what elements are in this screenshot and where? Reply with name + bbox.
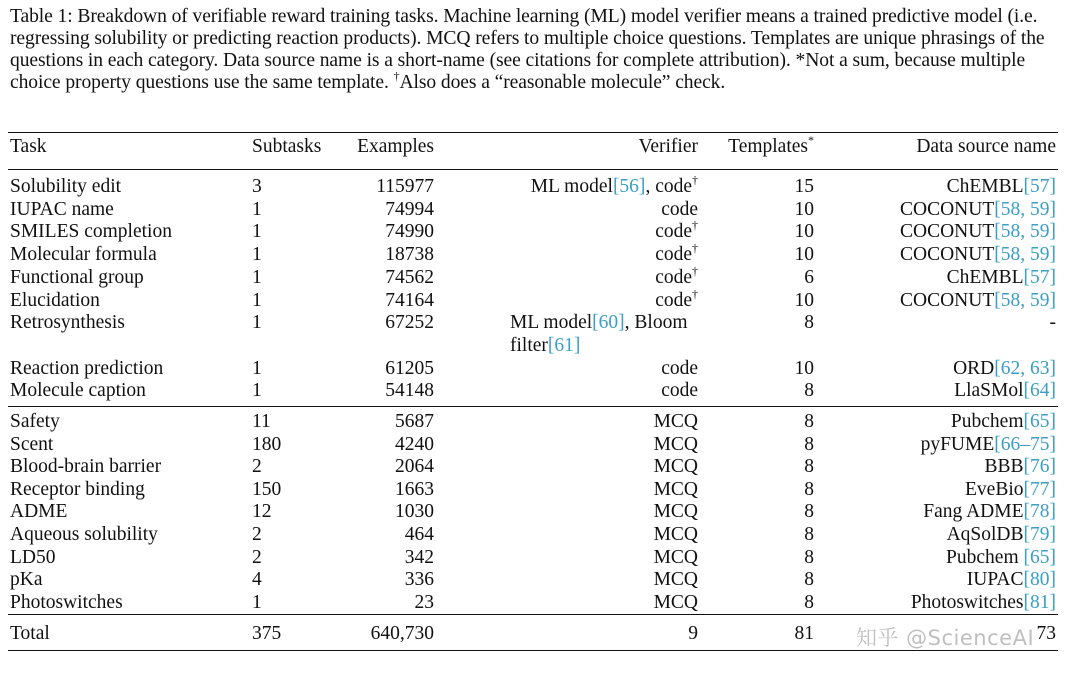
header-verifier: Verifier — [638, 136, 698, 157]
templates-cell: 6 — [804, 266, 814, 288]
citation-link[interactable]: [62, 63] — [994, 357, 1056, 379]
source-cell: ChEMBL[57] — [946, 266, 1056, 288]
templates-cell: 10 — [794, 289, 814, 311]
task-cell: Blood-brain barrier — [10, 456, 162, 478]
source-cell: LlaSMol[64] — [954, 380, 1056, 402]
examples-cell: 74562 — [385, 266, 434, 288]
total-subtasks: 375 — [252, 623, 282, 645]
source-cell: EveBio[77] — [965, 478, 1056, 500]
examples-cell: 61205 — [385, 357, 434, 379]
table-row — [8, 267, 1058, 290]
templates-cell: 8 — [804, 524, 814, 545]
total-label: Total — [10, 623, 50, 645]
source-cell: ChEMBL[57] — [946, 176, 1056, 197]
source-cell: BBB[76] — [984, 456, 1056, 478]
table-row — [8, 434, 1058, 457]
templates-cell: 8 — [804, 411, 814, 433]
citation-link[interactable]: [78] — [1023, 501, 1056, 523]
templates-cell: 8 — [804, 380, 814, 402]
task-cell: Solubility edit — [10, 176, 122, 197]
table-row — [8, 479, 1058, 502]
subtasks-cell: 150 — [252, 478, 282, 500]
citation-link[interactable]: [65] — [1023, 411, 1056, 433]
task-cell: Functional group — [10, 266, 144, 288]
table-row — [8, 290, 1058, 313]
citation-link[interactable]: [58, 59] — [994, 289, 1056, 311]
task-cell: IUPAC name — [10, 198, 114, 220]
citation-link[interactable]: [76] — [1023, 456, 1056, 478]
verifier-wrapped-text: ML model[60], Bloom filter[61] — [510, 312, 688, 356]
dagger-mark: † — [692, 173, 698, 187]
verifier-cell: MCQ — [653, 433, 698, 455]
examples-cell: 23 — [414, 591, 434, 613]
total-examples: 640,730 — [370, 623, 434, 645]
verifier-cell: code — [661, 380, 698, 402]
examples-cell: 74990 — [385, 221, 434, 243]
task-cell: Reaction prediction — [10, 357, 164, 379]
templates-cell: 8 — [804, 456, 814, 478]
subtasks-cell: 1 — [252, 380, 262, 402]
task-cell: Aqueous solubility — [10, 524, 158, 545]
dagger-mark: † — [692, 286, 698, 301]
examples-cell: 5687 — [395, 411, 434, 433]
templates-cell: 10 — [794, 221, 814, 243]
task-cell: pKa — [10, 569, 43, 591]
verifier-cell: MCQ — [653, 411, 698, 433]
task-cell: LD50 — [10, 546, 56, 568]
examples-cell: 74164 — [385, 289, 434, 311]
task-cell: Elucidation — [10, 289, 100, 311]
task-cell: ADME — [10, 501, 68, 523]
dagger-mark: † — [393, 69, 400, 83]
header-subtasks: Subtasks — [252, 136, 322, 157]
citation-link[interactable]: [57] — [1023, 266, 1056, 288]
examples-cell: 464 — [404, 524, 434, 545]
task-cell: Molecular formula — [10, 244, 157, 266]
task-cell: Photoswitches — [10, 591, 123, 613]
task-cell: Molecule caption — [10, 380, 146, 402]
table-row — [8, 358, 1058, 381]
citation-link[interactable]: [58, 59] — [994, 198, 1056, 220]
verifier-cell: code — [661, 357, 698, 379]
subtasks-cell: 1 — [252, 221, 262, 243]
source-cell: IUPAC[80] — [966, 569, 1056, 591]
citation-link[interactable]: [65] — [1023, 546, 1056, 568]
citation-link[interactable]: [77] — [1023, 478, 1056, 500]
verifier-cell: code† — [655, 218, 698, 243]
verifier-cell: code† — [655, 263, 698, 288]
subtasks-cell: 2 — [252, 546, 262, 568]
source-cell: ORD[62, 63] — [953, 357, 1056, 379]
verifier-cell: MCQ — [653, 524, 698, 545]
templates-cell: 10 — [794, 244, 814, 266]
verifier-cell: code — [661, 198, 698, 220]
caption-main: Table 1: Breakdown of verifiable reward training tasks. Machine learning (ML) model verifier means a trained predictive model (i.e. regressing solubility or predicting reaction products). MCQ refers to multiple choice questions. Templates are unique phrasings of the questions in each category. Data source name is a short-name (see citations for complete attribution). — [10, 6, 1045, 71]
table-row — [8, 244, 1058, 267]
watermark: 知乎 @ScienceAI — [856, 626, 1035, 650]
citation-link[interactable]: [61] — [547, 334, 581, 356]
source-cell: pyFUME[66–75] — [920, 433, 1056, 455]
table-caption — [10, 6, 1070, 94]
subtasks-cell: 1 — [252, 289, 262, 311]
citation-link[interactable]: [66–75] — [994, 433, 1056, 455]
subtasks-cell: 180 — [252, 433, 282, 455]
citation-link[interactable]: [58, 59] — [994, 244, 1056, 266]
reward-tasks-table — [8, 132, 1058, 651]
templates-cell: 10 — [794, 198, 814, 220]
source-cell: Fang ADME[78] — [923, 501, 1056, 523]
table-row — [8, 312, 1058, 357]
total-templates: 81 — [794, 623, 814, 645]
subtasks-cell: 2 — [252, 456, 262, 478]
subtasks-cell: 1 — [252, 266, 262, 288]
templates-cell: 8 — [804, 312, 814, 334]
header-templates: Templates* — [728, 133, 814, 157]
task-cell: Scent — [10, 433, 54, 455]
dagger-mark: † — [692, 241, 698, 256]
verifier-cell: MCQ — [653, 456, 698, 478]
table-row — [8, 569, 1058, 592]
citation-link[interactable]: [64] — [1023, 380, 1056, 402]
examples-cell: 342 — [404, 546, 434, 568]
templates-cell: 8 — [804, 569, 814, 591]
source-cell: COCONUT[58, 59] — [899, 244, 1056, 266]
caption-note-2: Also does a “reasonable molecule” check. — [399, 72, 726, 93]
examples-cell: 2064 — [395, 456, 434, 478]
table-row — [8, 199, 1058, 222]
subtasks-cell: 3 — [252, 176, 262, 197]
templates-cell: 8 — [804, 546, 814, 568]
caption-note-1: *Not a sum, because multiple choice property questions use the same template. — [10, 50, 1026, 93]
verifier-cell: code† — [655, 286, 698, 311]
source-cell: Photoswitches[81] — [910, 591, 1056, 613]
task-cell: SMILES completion — [10, 221, 172, 243]
header-task: Task — [10, 136, 47, 157]
table-row — [8, 547, 1058, 570]
examples-cell: 54148 — [385, 380, 434, 402]
table-row — [8, 501, 1058, 524]
citation-link[interactable]: [79] — [1023, 524, 1056, 545]
source-cell: COCONUT[58, 59] — [899, 289, 1056, 311]
table-row — [8, 170, 1058, 199]
verifier-cell — [436, 312, 700, 357]
subtasks-cell: 1 — [252, 312, 262, 334]
verifier-cell: code† — [655, 241, 698, 266]
templates-cell: 8 — [804, 433, 814, 455]
header-examples: Examples — [357, 136, 434, 157]
table-row — [8, 456, 1058, 479]
subtasks-cell: 4 — [252, 569, 262, 591]
citation-link[interactable]: [80] — [1023, 569, 1056, 591]
verifier-cell: MCQ — [653, 569, 698, 591]
templates-cell: 8 — [804, 478, 814, 500]
table-header-row — [8, 133, 1058, 170]
examples-cell: 1663 — [395, 478, 434, 500]
verifier-cell: MCQ — [653, 478, 698, 500]
citation-link[interactable]: [81] — [1023, 591, 1056, 613]
table-row — [8, 524, 1058, 547]
source-cell: COCONUT[58, 59] — [899, 198, 1056, 220]
verifier-cell: MCQ — [653, 501, 698, 523]
verifier-cell: ML model[56], code† — [530, 173, 698, 197]
total-verifier: 9 — [688, 623, 698, 645]
subtasks-cell: 12 — [252, 501, 272, 523]
table-row — [8, 380, 1058, 406]
citation-link[interactable]: [57] — [1023, 176, 1056, 197]
table-row — [8, 592, 1058, 615]
templates-cell: 15 — [794, 176, 814, 197]
task-cell: Safety — [10, 411, 60, 433]
examples-cell: 336 — [404, 569, 434, 591]
subtasks-cell: 1 — [252, 357, 262, 379]
subtasks-cell: 1 — [252, 244, 262, 266]
source-cell: - — [1049, 312, 1056, 334]
subtasks-cell: 1 — [252, 591, 262, 613]
examples-cell: 1030 — [395, 501, 434, 523]
header-source: Data source name — [916, 136, 1056, 157]
total-source: 73 — [1036, 623, 1056, 645]
templates-cell: 10 — [794, 357, 814, 379]
dagger-mark: † — [692, 218, 698, 233]
source-cell: Pubchem[65] — [950, 411, 1056, 433]
table-row — [8, 221, 1058, 244]
task-cell: Retrosynthesis — [10, 312, 125, 334]
subtasks-cell: 11 — [252, 411, 271, 433]
examples-cell: 115977 — [376, 176, 434, 197]
subtasks-cell: 2 — [252, 524, 262, 545]
templates-cell: 8 — [804, 591, 814, 613]
source-cell: Pubchem [65] — [946, 546, 1056, 568]
verifier-cell: MCQ — [653, 591, 698, 613]
subtasks-cell: 1 — [252, 198, 262, 220]
examples-cell: 18738 — [385, 244, 434, 266]
verifier-cell: MCQ — [653, 546, 698, 568]
citation-link[interactable]: [60] — [592, 312, 625, 334]
task-cell: Receptor binding — [10, 478, 145, 500]
table-row — [8, 407, 1058, 434]
source-cell: AqSolDB[79] — [946, 524, 1056, 545]
templates-cell: 8 — [804, 501, 814, 523]
dagger-mark: † — [692, 263, 698, 278]
examples-cell: 74994 — [385, 198, 434, 220]
source-cell: COCONUT[58, 59] — [899, 221, 1056, 243]
examples-cell: 4240 — [395, 433, 434, 455]
citation-link[interactable]: [56] — [612, 176, 646, 197]
examples-cell: 67252 — [385, 312, 434, 334]
citation-link[interactable]: [58, 59] — [994, 221, 1056, 243]
